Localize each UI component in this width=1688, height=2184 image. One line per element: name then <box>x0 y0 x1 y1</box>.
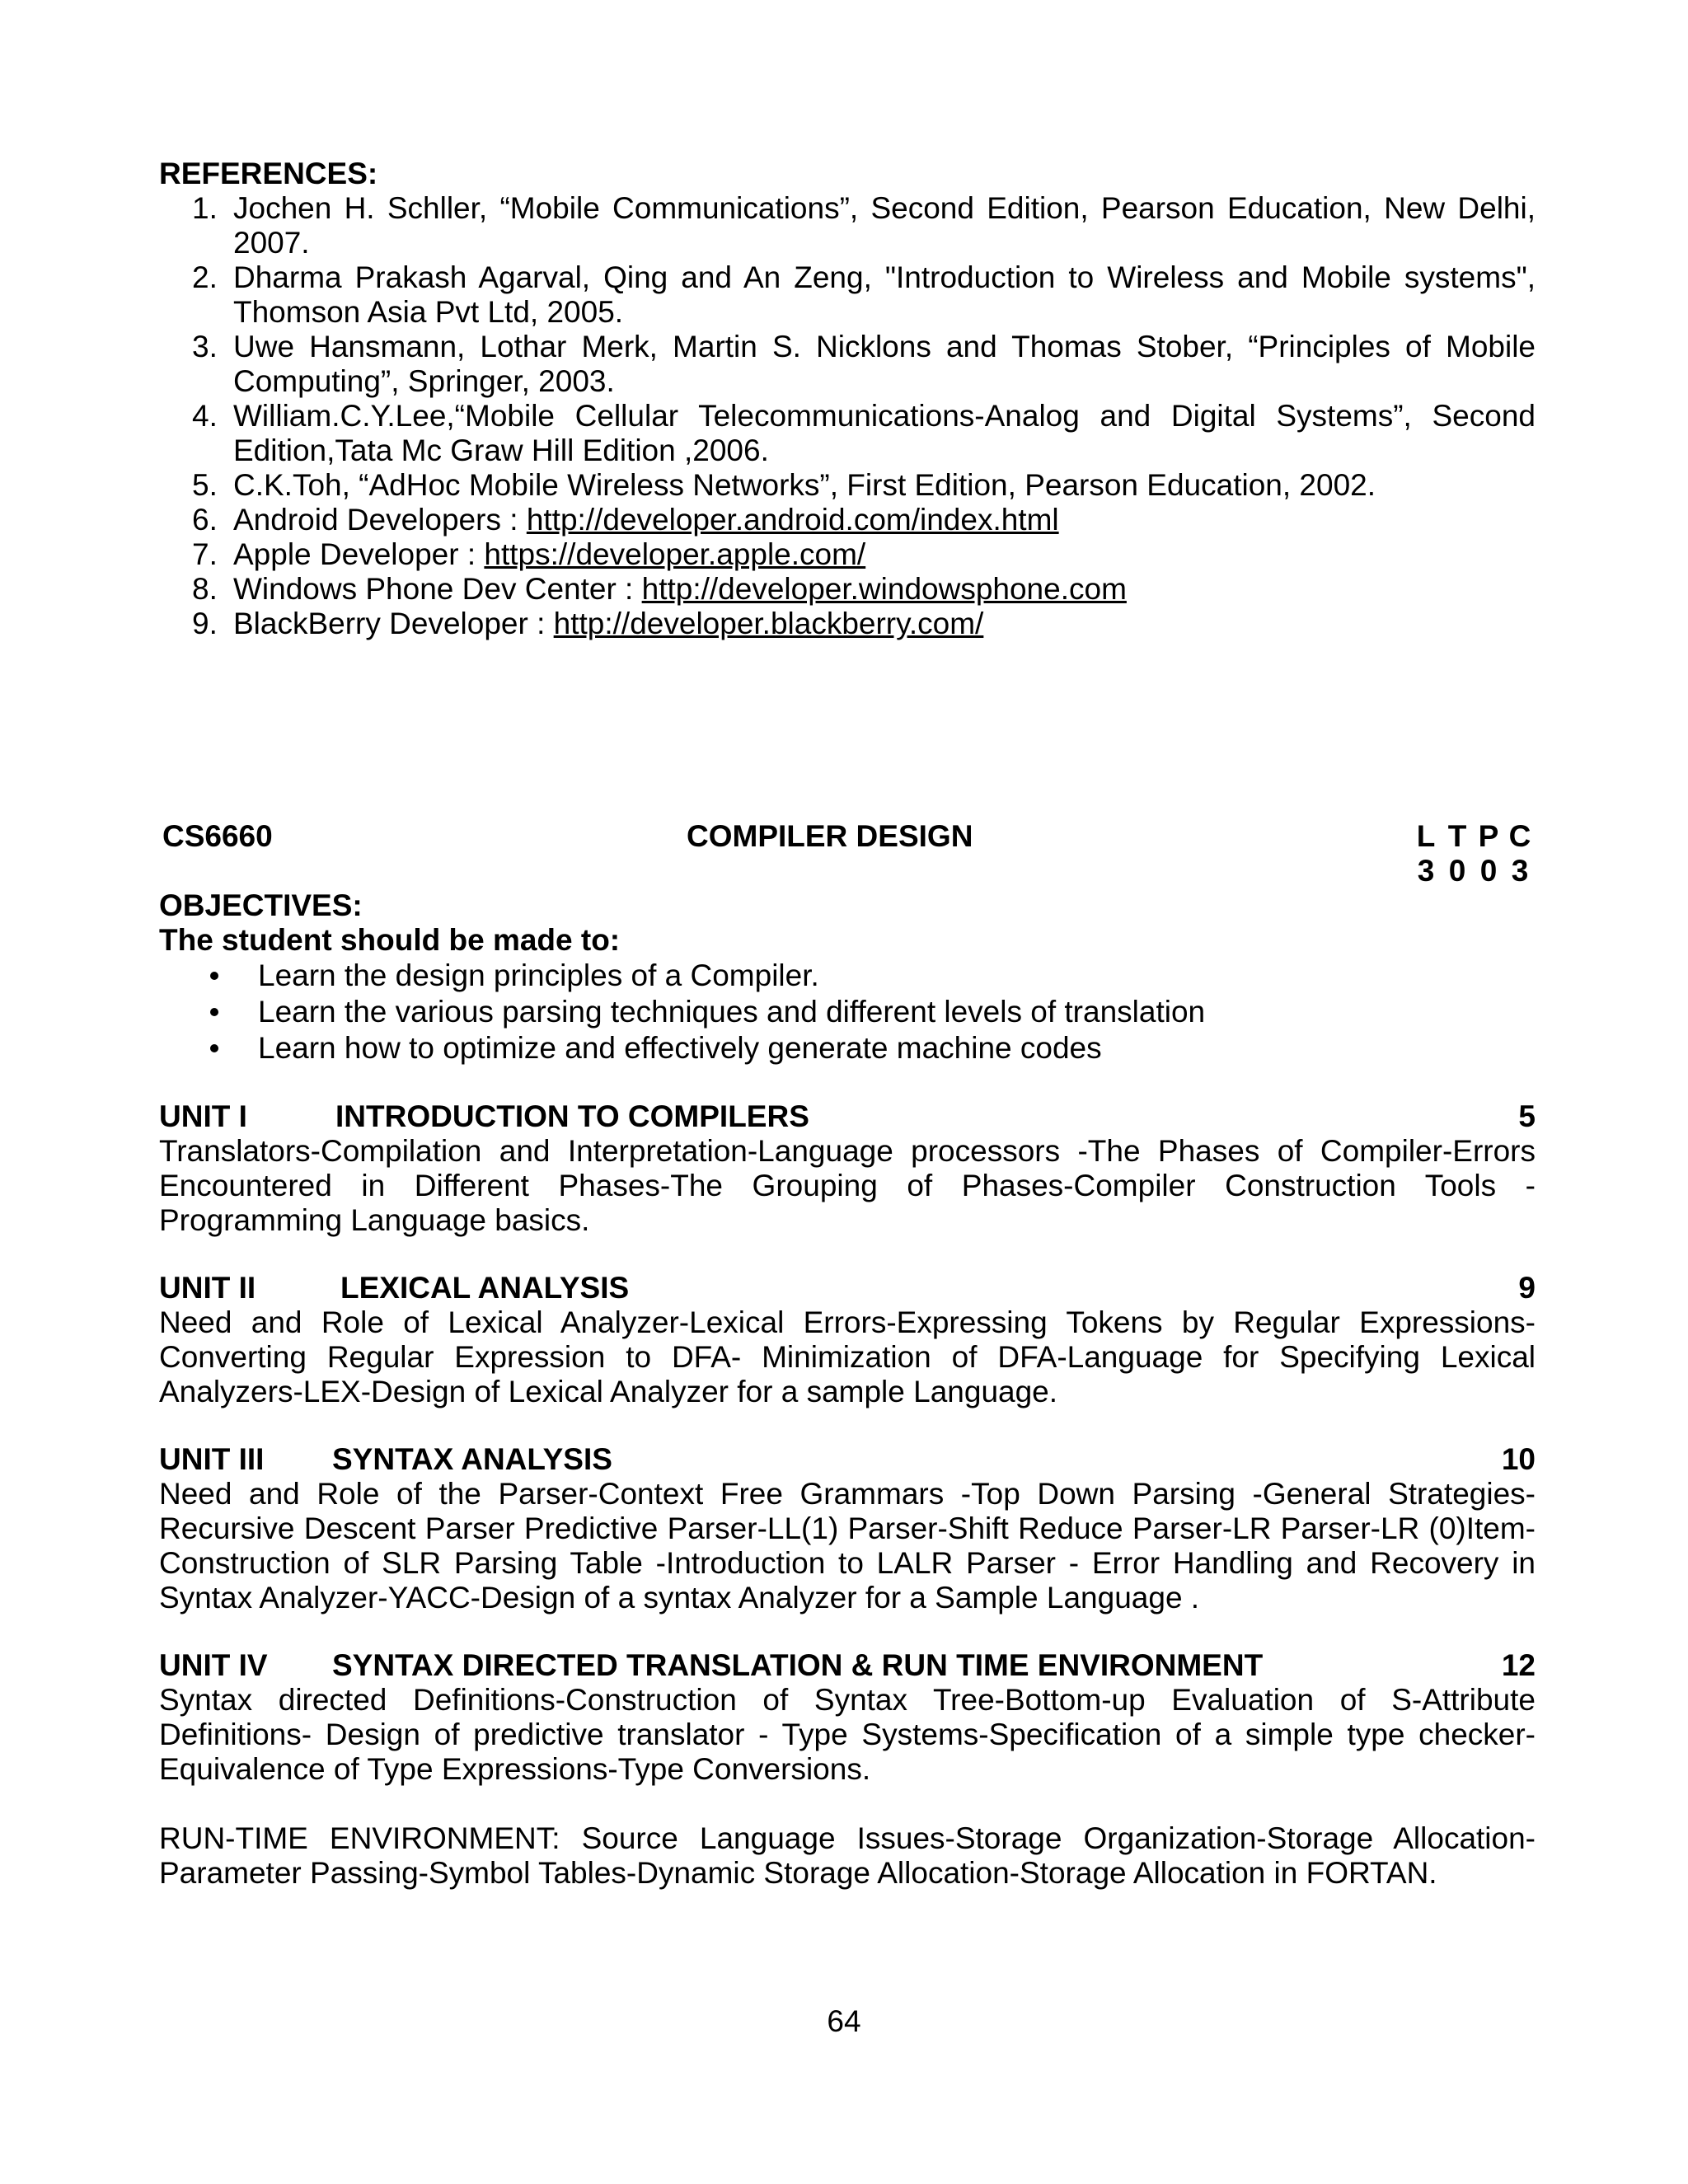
objectives-heading: OBJECTIVES: <box>159 888 363 922</box>
ltpc-label-c: C <box>1508 819 1531 853</box>
unit-number: UNIT III <box>159 1442 265 1476</box>
references-heading: REFERENCES: <box>159 157 378 190</box>
course-header <box>159 819 1536 888</box>
unit-title: LEXICAL ANALYSIS <box>340 1271 630 1305</box>
unit-number: UNIT IV <box>159 1648 268 1682</box>
reference-link-windowsphone[interactable]: http://developer.windowsphone.com <box>641 572 1127 606</box>
unit-header <box>159 1648 1536 1683</box>
ltpc-label-t: T <box>1447 819 1467 853</box>
reference-text: Dharma Prakash Agarval, Qing and An Zeng, "Introduction to Wireless and Mobile systems", Thomson Asia Pvt Ltd, 2005. <box>233 260 1536 329</box>
unit-hours: 10 <box>1501 1442 1536 1476</box>
unit-hours: 12 <box>1501 1648 1536 1682</box>
document-page <box>159 157 1536 1921</box>
reference-text: Uwe Hansmann, Lothar Merk, Martin S. Nicklons and Thomas Stober, “Principles of Mobile Computing”, Springer, 2003. <box>233 330 1536 398</box>
unit-header <box>159 1442 1536 1477</box>
unit-title: SYNTAX ANALYSIS <box>332 1442 612 1476</box>
page-number: 64 <box>827 2004 861 2038</box>
objectives-section <box>159 888 1536 1066</box>
unit-hours: 5 <box>1518 1099 1536 1133</box>
course-title: COMPILER DESIGN <box>687 819 973 853</box>
reference-number: 7. <box>192 537 218 571</box>
unit-2 <box>159 1271 1536 1409</box>
ltpc-label-l: L <box>1416 819 1436 853</box>
reference-number: 2. <box>192 260 218 294</box>
reference-item <box>159 399 1536 468</box>
reference-number: 9. <box>192 607 218 640</box>
unit-description: Need and Role of the Parser-Context Free Grammars -Top Down Parsing -General Strategies-Recursive Descent Parser Predictive Parser-LL(1) Parser-Shift Reduce Parser-LR Parser-LR (0)Item-Construction of SLR Parsing Table -Introduction to LALR Parser - Error Handling and Recovery in Syntax Analyzer-YACC-Design of a syntax Analyzer for a Sample Language . <box>159 1477 1536 1615</box>
reference-text: Android Developers : <box>233 503 527 537</box>
unit-number: UNIT I <box>159 1099 247 1133</box>
reference-text: Apple Developer : <box>233 537 485 571</box>
objectives-subheading: The student should be made to: <box>159 923 621 957</box>
unit-description: Need and Role of Lexical Analyzer-Lexical Errors-Expressing Tokens by Regular Expressions-Converting Regular Expression to DFA- Minimization of DFA-Language for Specifying Lexical Analyzers-LEX-Design of Lexical Analyzer for a sample Language. <box>159 1305 1536 1408</box>
reference-item <box>159 537 1536 572</box>
reference-text: Jochen H. Schller, “Mobile Communications”, Second Edition, Pearson Education, New Delhi, 2007. <box>233 191 1536 260</box>
reference-text: BlackBerry Developer : <box>233 607 554 640</box>
objective-item: Learn the various parsing techniques and different levels of translation <box>159 994 1536 1030</box>
reference-item <box>159 572 1536 607</box>
ltpc-value-t: 0 <box>1448 854 1466 888</box>
ltpc-values <box>1410 854 1536 888</box>
objective-item: Learn how to optimize and effectively generate machine codes <box>159 1030 1536 1066</box>
course-code: CS6660 <box>162 819 273 853</box>
references-list <box>159 191 1536 641</box>
ltpc-table <box>1410 819 1536 888</box>
reference-number: 3. <box>192 330 218 363</box>
reference-number: 4. <box>192 399 218 433</box>
reference-text: C.K.Toh, “AdHoc Mobile Wireless Networks”, First Edition, Pearson Education, 2002. <box>233 468 1376 502</box>
ltpc-value-c: 3 <box>1511 854 1529 888</box>
reference-item <box>159 191 1536 260</box>
reference-number: 5. <box>192 468 218 502</box>
reference-number: 8. <box>192 572 218 606</box>
objective-item: Learn the design principles of a Compiler. <box>159 958 1536 994</box>
reference-link-apple[interactable]: https://developer.apple.com/ <box>484 537 866 571</box>
unit-header <box>159 1099 1536 1134</box>
ltpc-label-p: P <box>1478 819 1499 853</box>
reference-item <box>159 503 1536 537</box>
reference-item <box>159 468 1536 503</box>
reference-number: 1. <box>192 191 218 225</box>
unit-3 <box>159 1442 1536 1615</box>
reference-item <box>159 607 1536 641</box>
unit-header <box>159 1271 1536 1305</box>
unit-title: INTRODUCTION TO COMPILERS <box>335 1099 809 1133</box>
ltpc-value-l: 3 <box>1417 854 1435 888</box>
unit-description: Translators-Compilation and Interpretation-Language processors -The Phases of Compiler-Errors Encountered in Different Phases-The Grouping of Phases-Compiler Construction Tools - Programming Language basics. <box>159 1134 1536 1237</box>
ltpc-labels <box>1410 819 1536 854</box>
references-section <box>159 157 1536 641</box>
unit-title: SYNTAX DIRECTED TRANSLATION & RUN TIME ENVIRONMENT <box>332 1648 1264 1682</box>
reference-number: 6. <box>192 503 218 537</box>
reference-link-blackberry[interactable]: http://developer.blackberry.com/ <box>553 607 984 640</box>
unit-1 <box>159 1099 1536 1238</box>
runtime-environment-text: RUN-TIME ENVIRONMENT: Source Language Issues-Storage Organization-Storage Allocation-Parameter Passing-Symbol Tables-Dynamic Storage Allocation-Storage Allocation in FORTAN. <box>159 1821 1536 1890</box>
reference-item <box>159 330 1536 399</box>
reference-link-android[interactable]: http://developer.android.com/index.html <box>526 503 1059 537</box>
reference-text: Windows Phone Dev Center : <box>233 572 642 606</box>
objectives-list <box>159 958 1536 1066</box>
reference-item <box>159 260 1536 330</box>
unit-4 <box>159 1648 1536 1787</box>
unit-description: Syntax directed Definitions-Construction of Syntax Tree-Bottom-up Evaluation of S-Attribute Definitions- Design of predictive translator - Type Systems-Specification of a simple type checker-Equivalence of Type Expressions-Type Conversions. <box>159 1683 1536 1786</box>
unit-number: UNIT II <box>159 1271 256 1305</box>
ltpc-value-p: 0 <box>1479 854 1498 888</box>
unit-hours: 9 <box>1518 1271 1536 1305</box>
reference-text: William.C.Y.Lee,“Mobile Cellular Telecommunications-Analog and Digital Systems”, Second Edition,Tata Mc Graw Hill Edition ,2006. <box>233 399 1536 467</box>
